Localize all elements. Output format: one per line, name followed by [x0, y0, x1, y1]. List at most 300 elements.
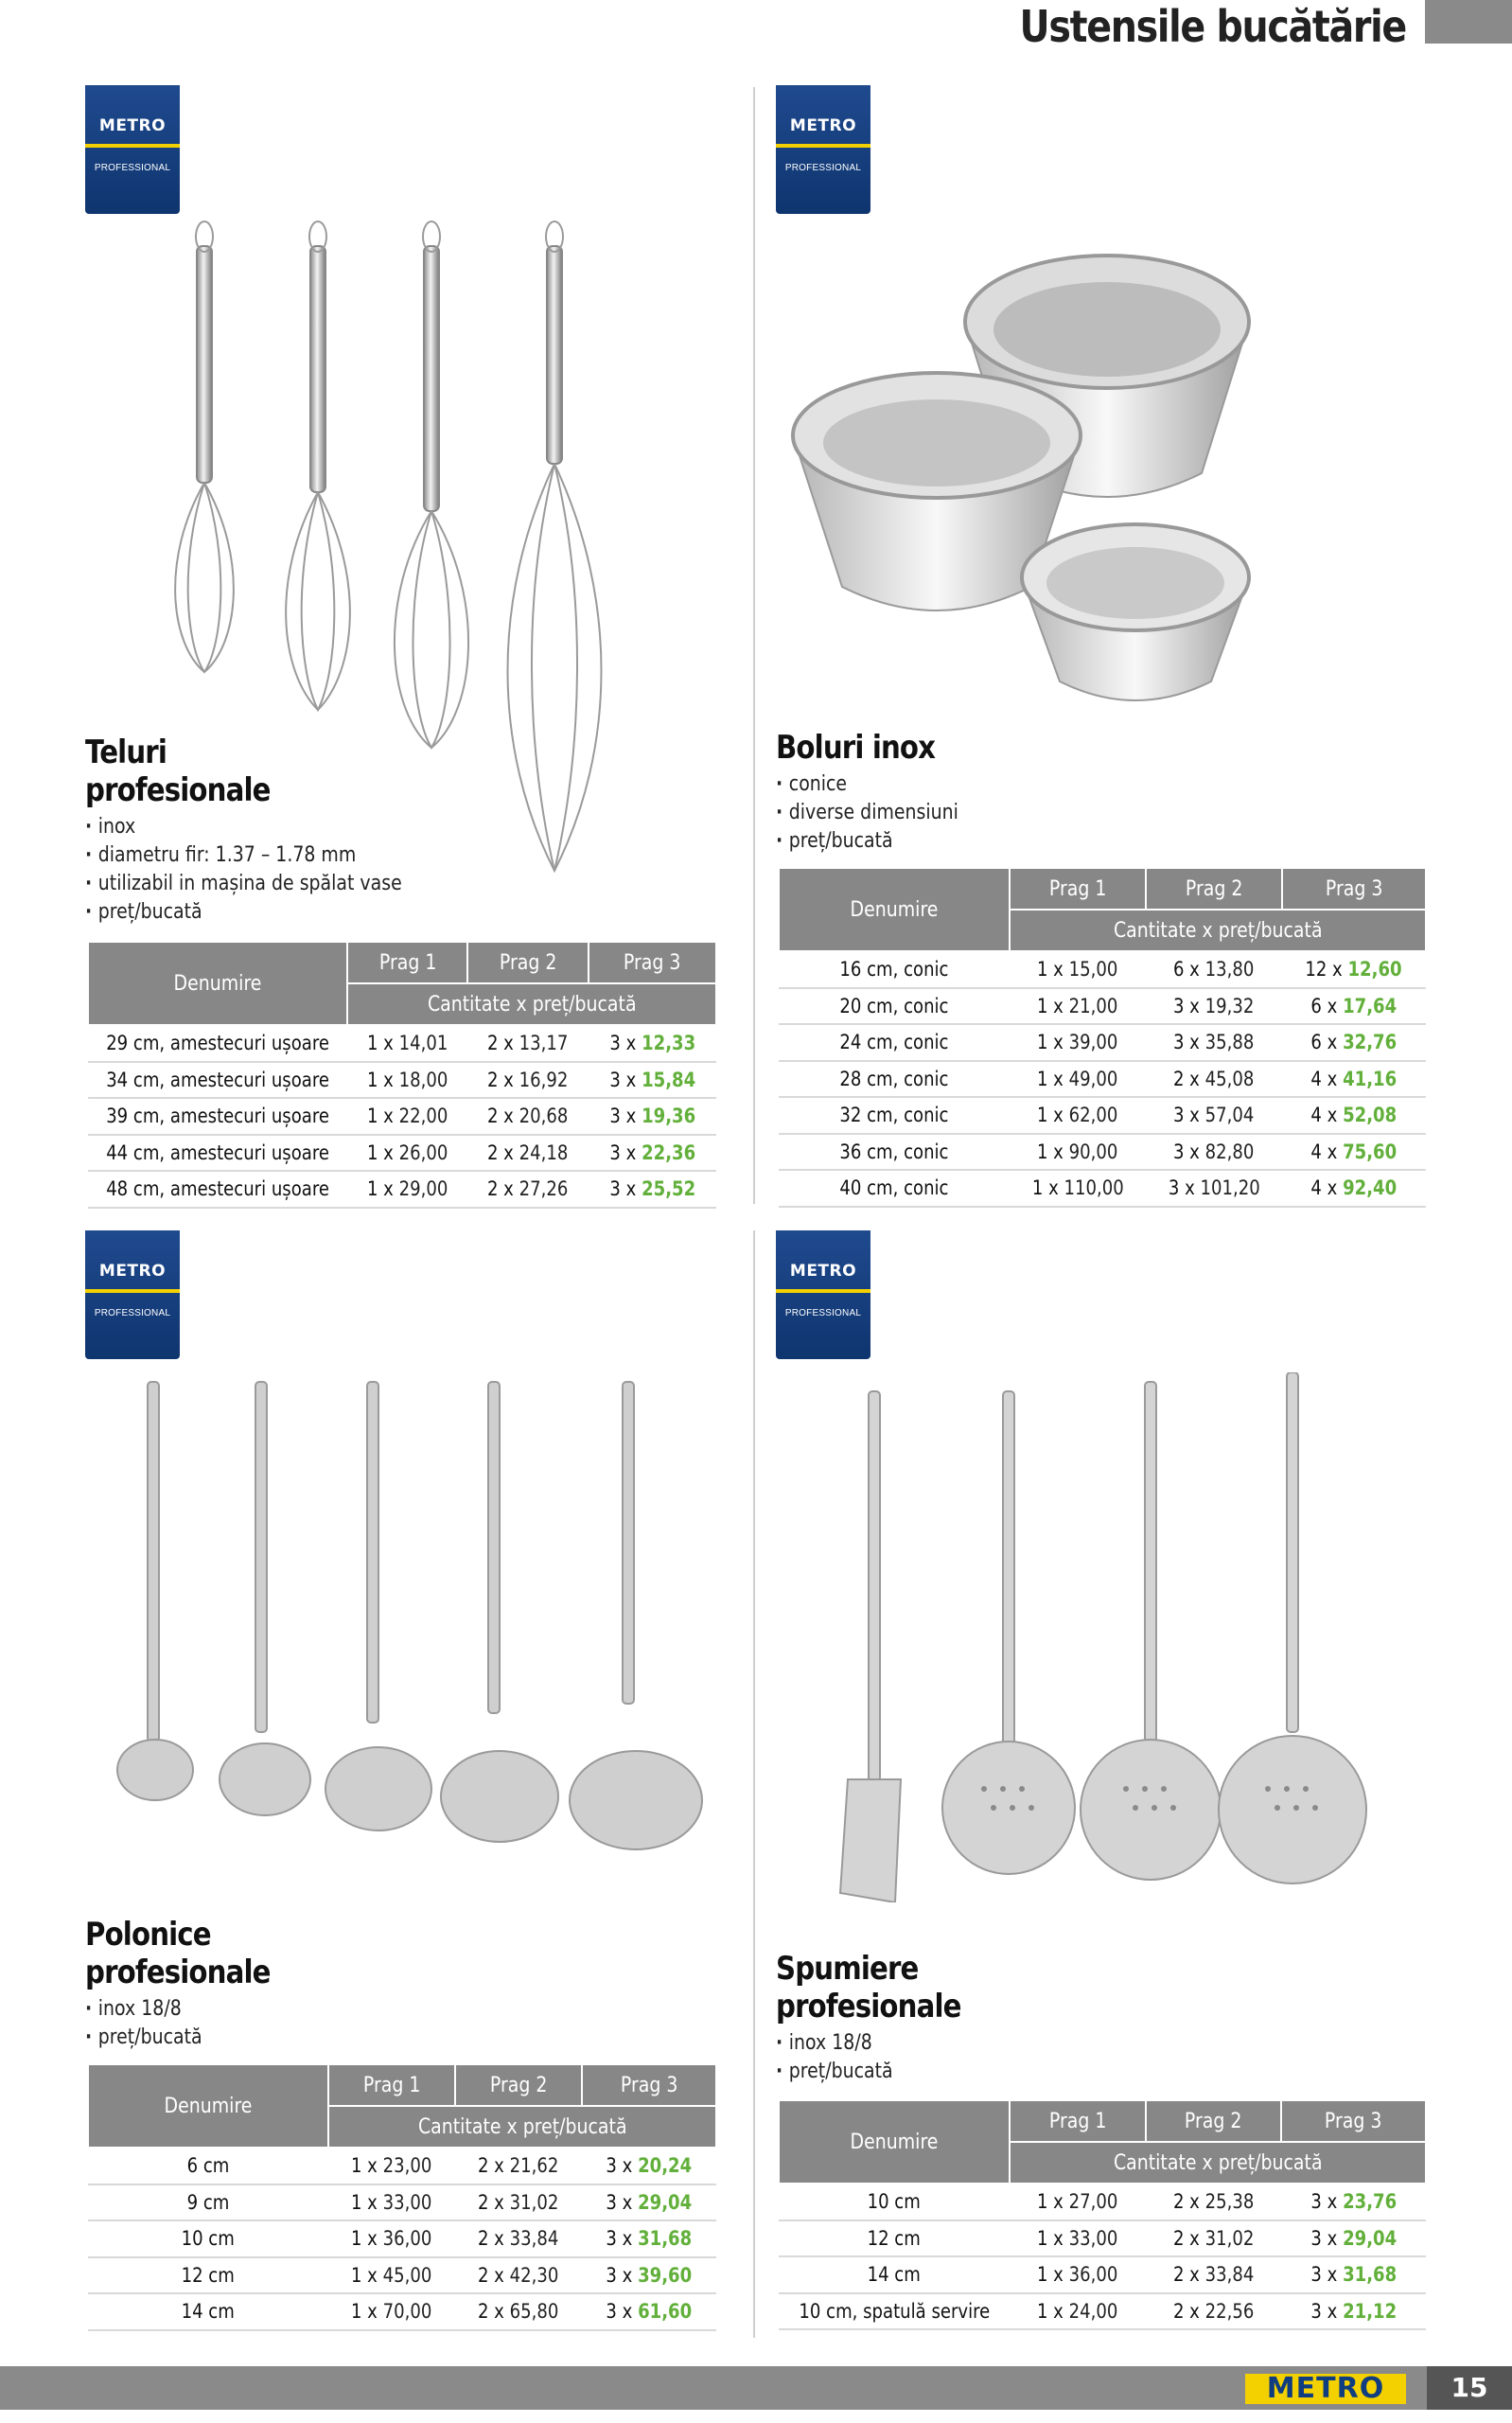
cell-tier2 [455, 2220, 582, 2257]
tier-price: 31,68 [638, 2227, 693, 2251]
page-header [0, 0, 1512, 57]
tier-price-wrap [351, 2154, 431, 2177]
tier-price-wrap [1037, 2263, 1117, 2286]
table-row [779, 951, 1426, 988]
tier-quantity: 3 x [606, 2227, 633, 2251]
feature-item: · preț/bucată [85, 2024, 606, 2052]
row-name: 10 cm [181, 2227, 236, 2251]
tier-quantity: 4 x [1310, 1067, 1338, 1090]
tier-price-wrap [487, 1141, 568, 1164]
tier-quantity: 2 x [487, 1068, 515, 1091]
tier-quantity: 3 x [606, 2263, 633, 2287]
cell-tier3 [1282, 1024, 1426, 1061]
cell-tier3 [582, 2293, 716, 2330]
table-row [88, 2148, 716, 2184]
header-tier1-label: Prag 1 [1048, 2109, 1107, 2133]
metro-professional-badge [85, 1230, 180, 1359]
cell-name [88, 2220, 328, 2257]
cell-tier1 [1010, 1024, 1146, 1061]
column-divider-bottom [753, 1230, 755, 2338]
cell-name [88, 1171, 347, 1208]
tier-price-wrap [1306, 958, 1402, 981]
cell-tier3 [1282, 951, 1426, 988]
feature-item: · inox [85, 813, 606, 841]
tier-price: 31,02 [509, 2190, 559, 2214]
section-ladles [85, 1916, 691, 2052]
tier-quantity: 2 x [487, 1105, 515, 1128]
tier-price: 36,00 [1068, 2263, 1118, 2287]
whisk-2 [286, 221, 350, 710]
tier-price: 21,12 [1342, 2299, 1398, 2323]
badge-logo: METRO [789, 116, 857, 135]
cell-tier3 [589, 1098, 716, 1135]
cell-tier3 [1281, 2184, 1426, 2220]
price-table-bowls [778, 867, 1427, 1208]
tier-price: 21,62 [509, 2154, 559, 2178]
tier-price-wrap [606, 2227, 692, 2250]
row-name: 36 cm, conic [839, 1140, 949, 1163]
feature-list [85, 1995, 691, 2052]
badge-logo: METRO [789, 1262, 857, 1281]
tier-price: 49,00 [1068, 1067, 1118, 1090]
cell-tier3 [1282, 1097, 1426, 1134]
product-title: profesionale [85, 771, 271, 809]
tier-price: 31,68 [1342, 2263, 1398, 2287]
tier-price-wrap [1037, 1104, 1117, 1126]
tier-quantity: 3 x [608, 1105, 636, 1128]
product-title: Teluri [85, 734, 167, 771]
tier-price-wrap [487, 1105, 568, 1127]
price-table-skimmers [778, 2099, 1427, 2330]
cell-tier2 [467, 1135, 588, 1172]
cell-name [779, 1061, 1010, 1098]
tier-quantity: 1 x [1037, 1031, 1064, 1054]
tier-price: 27,00 [1068, 2190, 1118, 2214]
table-row [88, 2184, 716, 2221]
row-name: 24 cm, conic [839, 1031, 949, 1054]
feature-item: · inox 18/8 [776, 2029, 1329, 2058]
feature-list [776, 770, 1419, 856]
feature-list [776, 2029, 1419, 2086]
tier-quantity: 6 x [1310, 994, 1338, 1017]
tier-price-wrap [1173, 1141, 1254, 1163]
cell-tier2 [467, 1171, 588, 1208]
tier-quantity: 3 x [1173, 1031, 1201, 1054]
header-tier3-label: Prag 3 [1325, 876, 1383, 901]
tier-price-wrap [367, 1032, 448, 1054]
cell-tier3 [1281, 2256, 1426, 2293]
tier-price: 70,00 [382, 2300, 432, 2324]
table-row [779, 2184, 1426, 2220]
tier-price-wrap [1173, 2300, 1254, 2323]
tier-price-wrap [1310, 2190, 1397, 2213]
tier-quantity: 2 x [478, 2190, 504, 2214]
ladle-5 [570, 1382, 702, 1849]
cell-tier1 [1010, 2256, 1146, 2293]
table-row [779, 2256, 1426, 2293]
row-name: 12 cm [867, 2226, 922, 2250]
tier-quantity: 3 x [1173, 994, 1201, 1017]
cell-tier2 [455, 2257, 582, 2294]
tier-price-wrap [351, 2191, 431, 2214]
tier-price-wrap [367, 1177, 448, 1200]
cell-tier1 [1010, 2184, 1146, 2220]
header-tier2-label: Prag 2 [1185, 2109, 1242, 2133]
cell-tier1 [1010, 1134, 1146, 1171]
row-name: 48 cm, amestecuri ușoare [106, 1177, 329, 1201]
tier-price: 19,36 [641, 1105, 695, 1128]
header-tier1-label: Prag 1 [1048, 876, 1107, 901]
whisk-1 [175, 221, 234, 672]
badge-band [85, 144, 180, 148]
cell-tier2 [1146, 1097, 1282, 1134]
whisk-3 [395, 221, 468, 748]
cell-tier1 [347, 1062, 467, 1099]
section-bowls [776, 729, 1419, 856]
tier-quantity: 3 x [606, 2190, 633, 2214]
table-row [779, 988, 1426, 1025]
tier-price: 90,00 [1068, 1140, 1118, 1163]
tier-price-wrap [1173, 1068, 1254, 1090]
row-name: 40 cm, conic [839, 1176, 949, 1200]
cell-tier1 [1010, 951, 1146, 988]
tier-price: 45,08 [1204, 1067, 1255, 1090]
header-tier3-label: Prag 3 [620, 2073, 678, 2097]
product-title: profesionale [776, 1988, 961, 2025]
tier-price-wrap [487, 1032, 568, 1054]
tier-price-wrap [478, 2154, 558, 2177]
row-name: 44 cm, amestecuri ușoare [106, 1141, 329, 1164]
cell-tier1 [328, 2220, 455, 2257]
table-row [779, 1170, 1426, 1207]
header-tier2 [467, 942, 588, 983]
tier-price-wrap [1173, 2190, 1254, 2213]
table-header-row [779, 2100, 1426, 2142]
tier-price-wrap [606, 2300, 692, 2323]
tier-quantity: 2 x [1172, 2190, 1200, 2214]
row-name: 14 cm [867, 2263, 922, 2287]
tier-quantity: 3 x [1173, 1104, 1201, 1127]
page-number: 15 [1427, 2366, 1512, 2410]
cell-tier3 [582, 2220, 716, 2257]
tier-quantity: 1 x [1031, 1176, 1059, 1200]
header-tier3 [1281, 2100, 1426, 2142]
tier-price-wrap [487, 1069, 568, 1091]
tier-quantity: 3 x [1168, 1176, 1195, 1200]
header-name-label: Denumire [164, 2094, 253, 2118]
table-row [779, 2293, 1426, 2330]
tier-price-wrap [351, 2300, 431, 2323]
badge-logo: METRO [98, 116, 167, 135]
cell-name [88, 1098, 347, 1135]
tier-price-wrap [1311, 1031, 1398, 1053]
feature-item: · preț/bucată [776, 2058, 1329, 2086]
row-name: 16 cm, conic [839, 958, 949, 982]
table-row [779, 2220, 1426, 2257]
cell-tier1 [1010, 2293, 1146, 2330]
tier-quantity: 3 x [606, 2154, 633, 2178]
tier-price: 13,17 [519, 1032, 569, 1055]
tier-quantity: 3 x [1310, 2299, 1338, 2323]
badge-band [85, 1289, 180, 1293]
header-tier2 [1146, 868, 1282, 910]
tier-quantity: 3 x [1310, 2263, 1338, 2287]
row-name: 10 cm [867, 2190, 922, 2214]
header-sub-label: Cantitate x preț/bucată [427, 992, 637, 1017]
feature-item: · preț/bucată [776, 827, 1329, 856]
table-row [88, 2293, 716, 2330]
tier-quantity: 1 x [367, 1032, 395, 1055]
cell-name [779, 1134, 1010, 1171]
tier-quantity: 3 x [606, 2300, 633, 2324]
tier-quantity: 2 x [478, 2300, 504, 2324]
skimmers-image [814, 1372, 1419, 1902]
tier-price-wrap [609, 1032, 695, 1054]
feature-item: · preț/bucată [85, 898, 606, 927]
header-quantity-price [347, 983, 716, 1025]
header-quantity-price [1010, 910, 1426, 951]
cell-tier3 [589, 1135, 716, 1172]
table-row [88, 2220, 716, 2257]
table-header-row [88, 942, 716, 983]
tier-price: 65,80 [509, 2300, 559, 2324]
tier-quantity: 6 x [1173, 958, 1201, 982]
tier-price-wrap [609, 1141, 695, 1164]
ladle-2 [220, 1382, 310, 1815]
tier-price-wrap [478, 2264, 558, 2287]
tier-price: 15,84 [641, 1068, 695, 1091]
row-name: 29 cm, amestecuri ușoare [106, 1032, 329, 1055]
tier-price-wrap [478, 2300, 558, 2323]
tier-price-wrap [609, 1177, 695, 1200]
tier-quantity: 2 x [1172, 2226, 1200, 2250]
tier-price: 22,36 [641, 1141, 695, 1164]
table-row [88, 1098, 716, 1135]
section-skimmers [776, 1950, 1419, 2086]
tier-quantity: 1 x [351, 2190, 378, 2214]
cell-tier3 [589, 1025, 716, 1062]
header-tier3 [589, 942, 716, 983]
tier-price-wrap [1173, 995, 1254, 1017]
tier-price: 110,00 [1064, 1176, 1124, 1200]
header-tier3-label: Prag 3 [1325, 2109, 1382, 2133]
tier-price: 62,00 [1068, 1104, 1118, 1127]
tier-quantity: 1 x [1037, 2226, 1064, 2250]
tier-quantity: 2 x [478, 2227, 504, 2251]
cell-tier3 [1282, 1061, 1426, 1098]
tier-quantity: 3 x [1310, 2190, 1338, 2214]
row-name: 34 cm, amestecuri ușoare [106, 1068, 329, 1091]
header-tier2 [1146, 2100, 1282, 2142]
badge-sub: PROFESSIONAL [94, 1308, 171, 1318]
cell-tier3 [1282, 1134, 1426, 1171]
cell-name [88, 2184, 328, 2221]
tier-price: 57,04 [1204, 1104, 1255, 1127]
cell-tier2 [455, 2148, 582, 2184]
header-name [88, 942, 347, 1025]
metro-professional-badge [776, 1230, 870, 1359]
header-tier2 [455, 2064, 582, 2106]
tier-quantity: 1 x [1037, 958, 1064, 982]
table-row [779, 1061, 1426, 1098]
tier-price: 33,84 [509, 2227, 559, 2251]
cell-tier1 [328, 2184, 455, 2221]
cell-tier1 [1010, 1170, 1146, 1207]
tier-price: 15,00 [1068, 958, 1118, 982]
tier-price: 26,00 [398, 1141, 448, 1164]
tier-quantity: 3 x [608, 1068, 636, 1091]
table-header-row [88, 2064, 716, 2106]
header-tier3 [582, 2064, 716, 2106]
tier-price-wrap [351, 2264, 431, 2287]
cell-tier2 [455, 2184, 582, 2221]
cell-name [88, 2148, 328, 2184]
tier-quantity: 4 x [1310, 1104, 1338, 1127]
header-tier2-label: Prag 2 [499, 950, 557, 975]
feature-item: · utilizabil in mașina de spălat vase [85, 870, 606, 898]
tier-price-wrap [1037, 1031, 1117, 1053]
badge-band [776, 1289, 870, 1293]
skimmer-1 [942, 1391, 1075, 1874]
tier-quantity: 1 x [1037, 2190, 1064, 2214]
skimmer-2 [1081, 1382, 1221, 1880]
header-tier1 [1010, 868, 1146, 910]
tier-price-wrap [1037, 958, 1117, 981]
tier-quantity: 3 x [608, 1141, 636, 1164]
cell-tier3 [1281, 2293, 1426, 2330]
page-title: Ustensile bucătărie [1019, 1, 1406, 52]
table-row [88, 1171, 716, 1208]
tier-price-wrap [1037, 1141, 1117, 1163]
tier-price: 31,02 [1204, 2226, 1255, 2250]
tier-quantity: 12 x [1305, 958, 1344, 982]
tier-price: 61,60 [638, 2300, 693, 2324]
product-title: profesionale [85, 1954, 271, 1991]
tier-price: 29,04 [638, 2190, 693, 2214]
tier-quantity: 3 x [1310, 2226, 1338, 2250]
header-name [779, 868, 1010, 951]
feature-item: · diverse dimensiuni [776, 799, 1329, 827]
column-divider-top [753, 87, 755, 1204]
header-tier1 [1010, 2100, 1146, 2142]
tier-price-wrap [367, 1141, 448, 1164]
product-title: Spumiere [776, 1950, 919, 1988]
cell-tier1 [347, 1025, 467, 1062]
tier-price-wrap [1173, 2227, 1254, 2250]
header-tier2-label: Prag 2 [1185, 876, 1243, 901]
cell-tier3 [589, 1171, 716, 1208]
row-name: 6 cm [186, 2154, 230, 2178]
cell-name [779, 1170, 1010, 1207]
tier-quantity: 1 x [1037, 2263, 1064, 2287]
cell-name [779, 951, 1010, 988]
header-tier1-label: Prag 1 [378, 950, 437, 975]
cell-tier2 [1146, 1134, 1282, 1171]
tier-price: 24,18 [519, 1141, 569, 1164]
cell-tier2 [1146, 2293, 1282, 2330]
cell-tier2 [1146, 2256, 1282, 2293]
badge-sub: PROFESSIONAL [94, 163, 171, 173]
table-row [779, 1134, 1426, 1171]
tier-quantity: 3 x [1173, 1140, 1201, 1163]
tier-price-wrap [351, 2227, 431, 2250]
tier-quantity: 3 x [608, 1032, 636, 1055]
tier-quantity: 1 x [351, 2300, 378, 2324]
tier-price-wrap [1032, 1176, 1124, 1199]
tier-price-wrap [367, 1105, 448, 1127]
cell-tier2 [467, 1098, 588, 1135]
tier-price: 21,00 [1068, 994, 1118, 1017]
cell-tier2 [467, 1025, 588, 1062]
tier-price: 35,88 [1204, 1031, 1255, 1054]
tier-quantity: 1 x [1037, 1067, 1064, 1090]
cell-tier3 [1282, 1170, 1426, 1207]
cell-tier1 [1010, 2220, 1146, 2257]
tier-quantity: 1 x [1037, 1140, 1064, 1163]
section-whisks [85, 734, 691, 927]
tier-price: 25,52 [641, 1177, 695, 1201]
cell-tier2 [1146, 1061, 1282, 1098]
cell-tier1 [1010, 1097, 1146, 1134]
cell-name [88, 1025, 347, 1062]
tier-price: 20,68 [519, 1105, 569, 1128]
metro-logo: METRO [1245, 2374, 1406, 2404]
tier-price: 39,60 [638, 2263, 693, 2287]
tier-price: 33,84 [1204, 2263, 1255, 2287]
badge-sub: PROFESSIONAL [784, 1308, 862, 1318]
tier-price: 45,00 [382, 2263, 432, 2287]
cell-tier1 [347, 1171, 467, 1208]
metro-professional-badge [85, 85, 180, 214]
product-title: Boluri inox [776, 729, 936, 767]
cell-name [88, 1135, 347, 1172]
tier-quantity: 2 x [1172, 2299, 1200, 2323]
tier-price-wrap [1311, 1104, 1398, 1126]
cell-tier1 [347, 1098, 467, 1135]
tier-quantity: 1 x [1037, 2299, 1064, 2323]
tier-price-wrap [1037, 995, 1117, 1017]
badge-band [776, 144, 870, 148]
tier-price-wrap [1173, 2263, 1254, 2286]
tier-price: 75,60 [1343, 1140, 1398, 1163]
tier-price: 22,00 [398, 1105, 448, 1128]
cell-name [88, 1062, 347, 1099]
tier-price: 23,00 [382, 2154, 432, 2178]
tier-price-wrap [1311, 1141, 1398, 1163]
feature-item: · diametru fir: 1.37 – 1.78 mm [85, 841, 606, 870]
header-quantity-price [1010, 2142, 1426, 2184]
tier-price: 14,01 [398, 1032, 448, 1055]
tier-price: 24,00 [1068, 2299, 1118, 2323]
cell-tier2 [1146, 988, 1282, 1025]
tier-price-wrap [609, 1069, 695, 1091]
tier-price: 42,30 [509, 2263, 559, 2287]
tier-quantity: 1 x [1037, 994, 1064, 1017]
header-accent-block [1425, 0, 1512, 44]
tier-price-wrap [1037, 2300, 1117, 2323]
tier-price: 39,00 [1068, 1031, 1118, 1054]
tier-quantity: 2 x [487, 1177, 515, 1201]
tier-price-wrap [1311, 1176, 1398, 1199]
table-header-row [779, 868, 1426, 910]
table-row [88, 2257, 716, 2294]
tier-quantity: 6 x [1310, 1031, 1338, 1054]
tier-quantity: 3 x [608, 1177, 636, 1201]
cell-tier1 [328, 2293, 455, 2330]
row-name: 39 cm, amestecuri ușoare [106, 1105, 329, 1128]
tier-price-wrap [1169, 1176, 1260, 1199]
ladle-1 [117, 1382, 193, 1800]
